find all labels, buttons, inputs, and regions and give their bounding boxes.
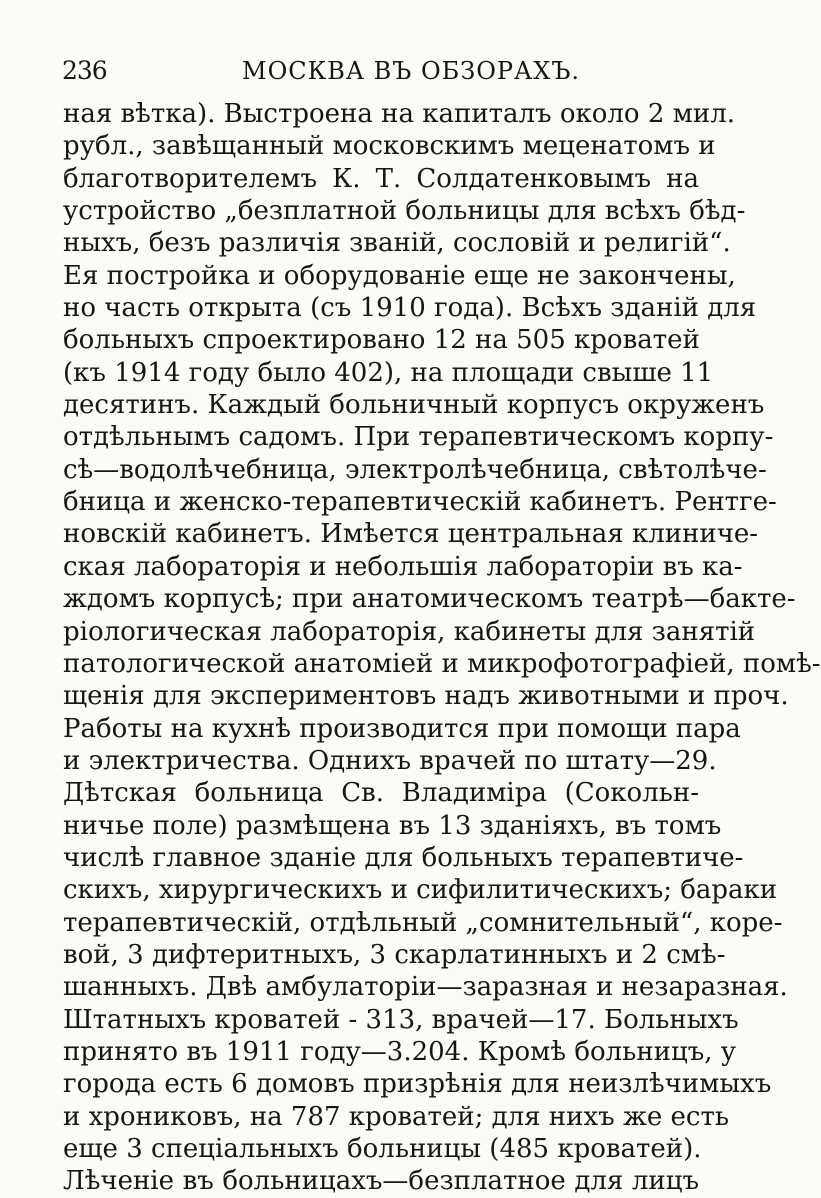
text-line: скихъ, хирургическихъ и сифилитическихъ; бараки: [63, 875, 778, 906]
text-line: больныхъ спроектировано 12 на 505 кроватей: [63, 325, 700, 356]
text-line: числѣ главное зданіе для больныхъ терапевтиче-: [63, 842, 744, 873]
text-line: щенія для экспериментовъ надъ животными и проч.: [63, 681, 789, 712]
text-line: бница и женско-терапевтическій кабинетъ. Рентге-: [63, 487, 777, 518]
text-line: ная вѣтка). Выстроена на капиталъ около 2 мил.: [63, 99, 735, 129]
text-line: города есть 6 домовъ призрѣнія для неизлѣчимыхъ: [63, 1069, 772, 1100]
text-line: терапевтическій, отдѣльный „сомнительный“, коре-: [63, 907, 783, 938]
text-line: Ея постройка и оборудованіе еще не закончены,: [63, 260, 736, 291]
text-line: Дѣтская больница Св. Владиміра (Сокольн-: [63, 778, 699, 809]
text-line: ныхъ, безъ различія званій, сословій и религій“.: [63, 228, 731, 259]
text-line: ждомъ корпусѣ; при анатомическомъ театрѣ—бакте-: [63, 584, 796, 615]
text-line: еще 3 спеціальныхъ больницы (485 кроватей).: [63, 1134, 702, 1164]
text-line: десятинъ. Каждый больничный корпусъ окруженъ: [63, 390, 765, 421]
text-line: шанныхъ. Двѣ амбулаторіи—заразная и незаразная.: [63, 972, 788, 1003]
text-line: Штатныхъ кроватей - 313, врачей—17. Больныхъ: [63, 1004, 739, 1035]
text-line: ничье поле) размѣщена въ 13 зданіяхъ, въ томъ: [63, 810, 722, 841]
text-line: и электричества. Однихъ врачей по штату—29.: [63, 745, 717, 776]
text-line: устройство „безплатной больницы для всѣхъ бѣд-: [63, 196, 746, 227]
text-line: патологической анатоміей и микрофотографіей, помѣ-: [63, 648, 821, 679]
body-text: [63, 98, 821, 1198]
text-line: принято въ 1911 году—3.204. Кромѣ больницъ, у: [63, 1036, 737, 1067]
text-line: Работы на кухнѣ производится при помощи пара: [63, 713, 741, 744]
text-line: отдѣльнымъ садомъ. При терапевтическомъ корпу-: [63, 422, 774, 453]
text-line: рубл., завѣщанный московскимъ меценатомъ и: [63, 131, 716, 162]
page-number: 236: [62, 56, 107, 85]
text-line: сѣ—водолѣчебница, электролѣчебница, свѣтолѣче-: [63, 454, 767, 485]
text-line: ская лабораторія и небольшія лабораторіи въ ка-: [63, 551, 743, 582]
text-line: Лѣченіе въ больницахъ—безплатное для лицъ: [63, 1166, 699, 1197]
text-line: благотворителемъ К. Т. Солдатенковымъ на: [63, 163, 699, 194]
text-line: и хрониковъ, на 787 кроватей; для нихъ же есть: [63, 1101, 729, 1132]
text-line: вой, 3 дифтеритныхъ, 3 скарлатинныхъ и 2 смѣ-: [63, 939, 726, 970]
running-header: [62, 54, 702, 88]
text-line: ріологическая лабораторія, кабинеты для занятій: [63, 616, 756, 647]
text-line: (къ 1914 году было 402), на площади свыше 11: [63, 357, 714, 388]
text-line: но часть открыта (съ 1910 года). Всѣхъ зданій для: [63, 293, 757, 324]
running-title: МОСКВА ВЪ ОБЗОРАХЪ.: [242, 57, 581, 85]
text-line: новскій кабинетъ. Имѣется центральная клиниче-: [63, 519, 759, 550]
